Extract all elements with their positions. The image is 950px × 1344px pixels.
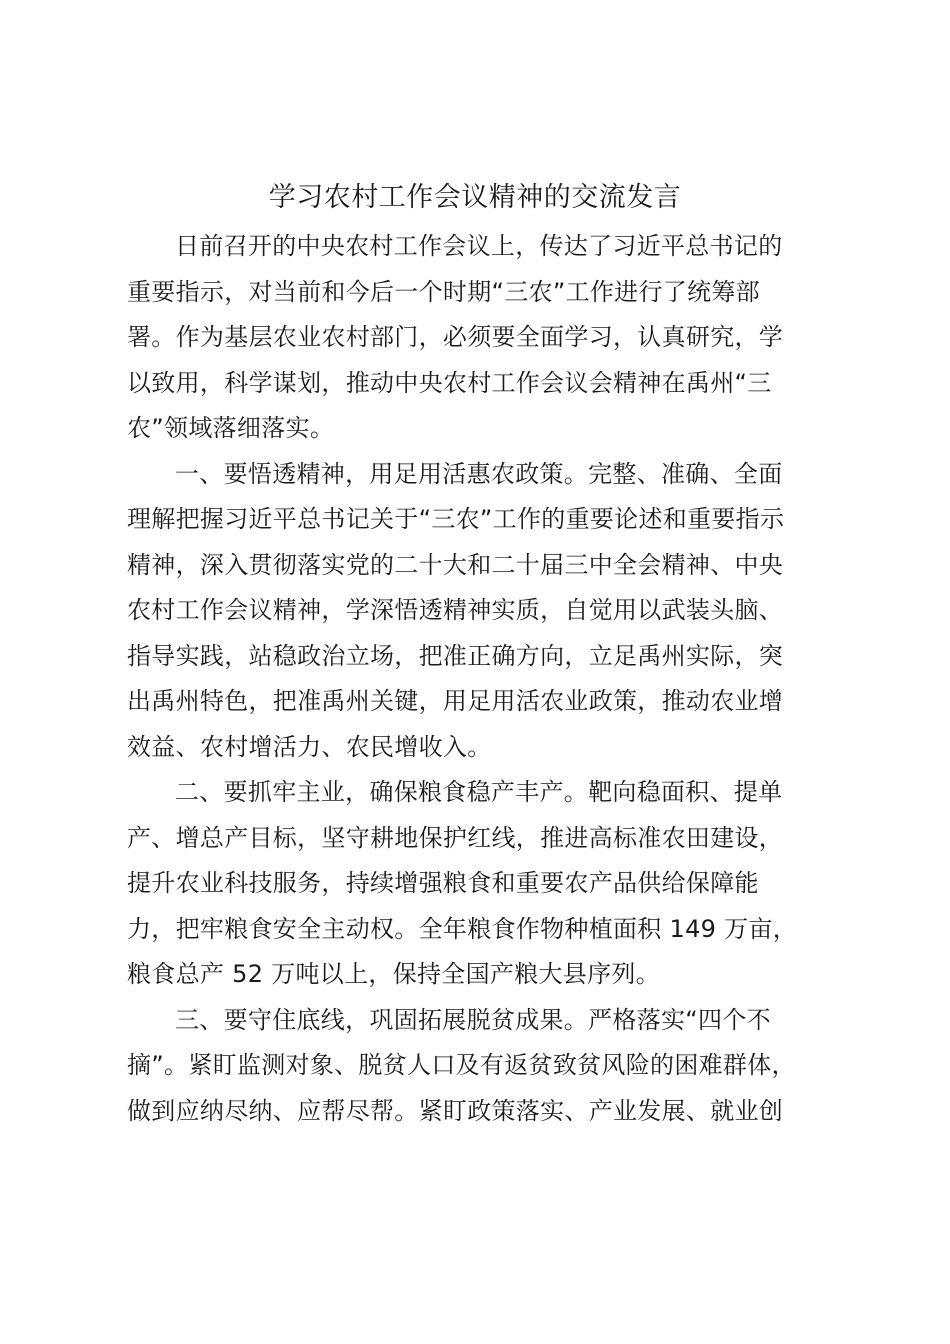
- paragraph-4-line-3: 做到应纳尽纳、应帮尽帮。紧盯政策落实、产业发展、就业创: [127, 1096, 784, 1125]
- paragraph-3-line-3: 提升农业科技服务，持续增强粮食和重要农产品供给保障能: [127, 869, 759, 897]
- paragraph-3-line-1: 二、要抓牢主业，确保粮食稳产丰产。靶向稳面积、提单: [175, 778, 783, 806]
- paragraph-1-line-2: 重要指示，对当前和今后一个时期“三农”工作进行了统筹部: [127, 277, 760, 306]
- paragraph-3-line-4: 力，把牢粮食安全主动权。全年粮食作物种植面积 149 万亩，: [127, 914, 798, 943]
- paragraph-1-line-5: 农”领域落细落实。: [127, 414, 335, 442]
- paragraph-2-line-1: 一、要悟透精神，用足用活惠农政策。完整、准确、全面: [175, 459, 783, 488]
- document-title: 学习农村工作会议精神的交流发言: [268, 182, 682, 213]
- paragraph-2-line-6: 出禹州特色，把准禹州关键，用足用活农业政策，推动农业增: [127, 687, 784, 715]
- paragraph-1-line-3: 署。作为基层农业农村部门，必须要全面学习，认真研究，学: [127, 323, 784, 351]
- paragraph-2-line-5: 指导实践，站稳政治立场，把准正确方向，立足禹州实际，突: [127, 641, 784, 670]
- paragraph-2-line-2: 理解把握习近平总书记关于“三农”工作的重要论述和重要指示: [127, 505, 785, 533]
- paragraph-2-line-4: 农村工作会议精神，学深悟透精神实质，自觉用以武装头脑、: [127, 596, 784, 624]
- document-body: [127, 224, 827, 1134]
- paragraph-4-line-2: 摘”。紧盯监测对象、脱贫人口及有返贫致贫风险的困难群体，: [127, 1051, 796, 1079]
- paragraph-2-line-7: 效益、农村增活力、农民增收入。: [127, 732, 492, 761]
- paragraph-1-line-4: 以致用，科学谋划，推动中央农村工作会议会精神在禹州“三: [127, 368, 772, 397]
- paragraph-3-line-2: 产、增总产目标，坚守耕地保护红线，推进高标准农田建设，: [127, 823, 784, 852]
- paragraph-4-line-1: 三、要守住底线，巩固拓展脱贫成果。严格落实“四个不: [175, 1005, 771, 1034]
- paragraph-2-line-3: 精神，深入贯彻落实党的二十大和二十届三中全会精神、中央: [127, 550, 784, 579]
- paragraph-3-line-5: 粮食总产 52 万吨以上，保持全国产粮大县序列。: [127, 960, 660, 988]
- paragraph-1-line-1: 日前召开的中央农村工作会议上，传达了习近平总书记的: [175, 232, 783, 260]
